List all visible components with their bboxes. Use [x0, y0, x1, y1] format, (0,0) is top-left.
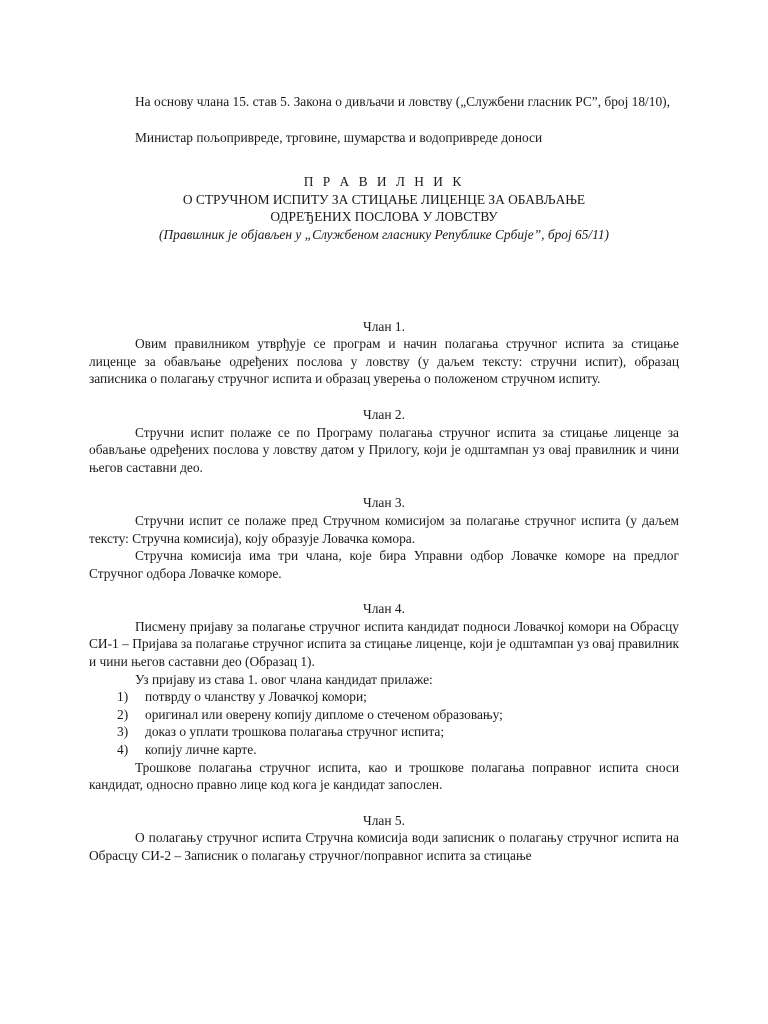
list-item-number: 4): [117, 742, 129, 758]
article-paragraph: Уз пријаву из става 1. овог члана кандидат прилаже:: [135, 671, 433, 687]
article-paragraph: Писмену пријаву за полагање стручног испита кандидат подноси Ловачкој комори на Обрасцу СИ-1 – Пријава за полагање стручног испита за стицање лиценце, који је одштампан уз овај правилник и чини његов саставни део (Образац 1).: [89, 618, 679, 670]
list-item-text: копију личне карте.: [145, 742, 257, 758]
minister-paragraph: Министар пољопривреде, трговине, шумарства и водопривреде доноси: [135, 129, 543, 145]
attachments-list: [89, 688, 679, 758]
list-item-text: оригинал или оверену копију дипломе о стеченом образовању;: [145, 706, 503, 722]
list-item: [117, 741, 679, 759]
list-item-text: доказ о уплати трошкова полагања стручног испита;: [145, 724, 445, 740]
list-item: [117, 723, 679, 741]
article-heading: Члан 1.: [363, 318, 405, 334]
article-paragraph: Овим правилником утврђује се програм и начин полагања стручног испита за стицање лиценце за обављање одређених послова у ловству (у даљем тексту: стручни испит), образац записника о полагању стручног испита и образац уверења о положеном стручном испиту.: [89, 336, 679, 387]
article-paragraph: Стручни испит се полаже пред Стручном комисијом за полагање стручног испита (у даљем тексту: Стручна комисија), коју образује Ловачка комора.: [89, 512, 679, 546]
regulation-title: [89, 173, 679, 243]
regulation-heading: П Р А В И Л Н И К: [303, 174, 465, 190]
regulation-title-line-2: ОДРЕЂЕНИХ ПОСЛОВА У ЛОВСТВУ: [270, 209, 498, 225]
article-heading: Члан 5.: [363, 812, 405, 828]
list-item-number: 1): [117, 689, 129, 705]
list-item-number: 3): [117, 724, 129, 740]
list-item-text: потврду о чланству у Ловачкој комори;: [145, 689, 367, 705]
document-body: [89, 93, 679, 865]
article-heading: Члан 2.: [363, 406, 405, 422]
article-paragraph: Стручни испит полаже се по Програму полагања стручног испита за стицање лиценце за обављање одређених послова у ловству датом у Прилогу, који је одштампан уз овај правилник и чини његов саставни део.: [89, 424, 679, 475]
article-paragraph: Стручна комисија има три члана, које бира Управни одбор Ловачке коморе на предлог Стручног одбора Ловачке коморе.: [89, 548, 679, 581]
list-item: [117, 706, 679, 724]
article-heading: Члан 3.: [363, 495, 405, 511]
article-paragraph: Трошкове полагања стручног испита, као и трошкове полагања поправног испита сноси кандидат, односно правно лице код кога је кандидат запослен.: [89, 759, 679, 793]
article-paragraph: О полагању стручног испита Стручна комисија води записник о полагању стручног испита на Обрасцу СИ-2 – Записник о полагању стручног/поправног испита за стицање: [89, 830, 679, 863]
list-item: [117, 688, 679, 706]
regulation-title-line-1: О СТРУЧНОМ ИСПИТУ ЗА СТИЦАЊЕ ЛИЦЕНЦЕ ЗА ОБАВЉАЊЕ: [182, 191, 586, 207]
publication-note: (Правилник је објављен у „Службеном гласнику Републике Србије”, број 65/11): [159, 226, 609, 242]
legal-basis-paragraph: На основу члана 15. став 5. Закона о дивљачи и ловству („Службени гласник РС”, број 18/10),: [135, 94, 670, 109]
article-heading: Члан 4.: [363, 601, 405, 617]
list-item-number: 2): [117, 706, 129, 722]
